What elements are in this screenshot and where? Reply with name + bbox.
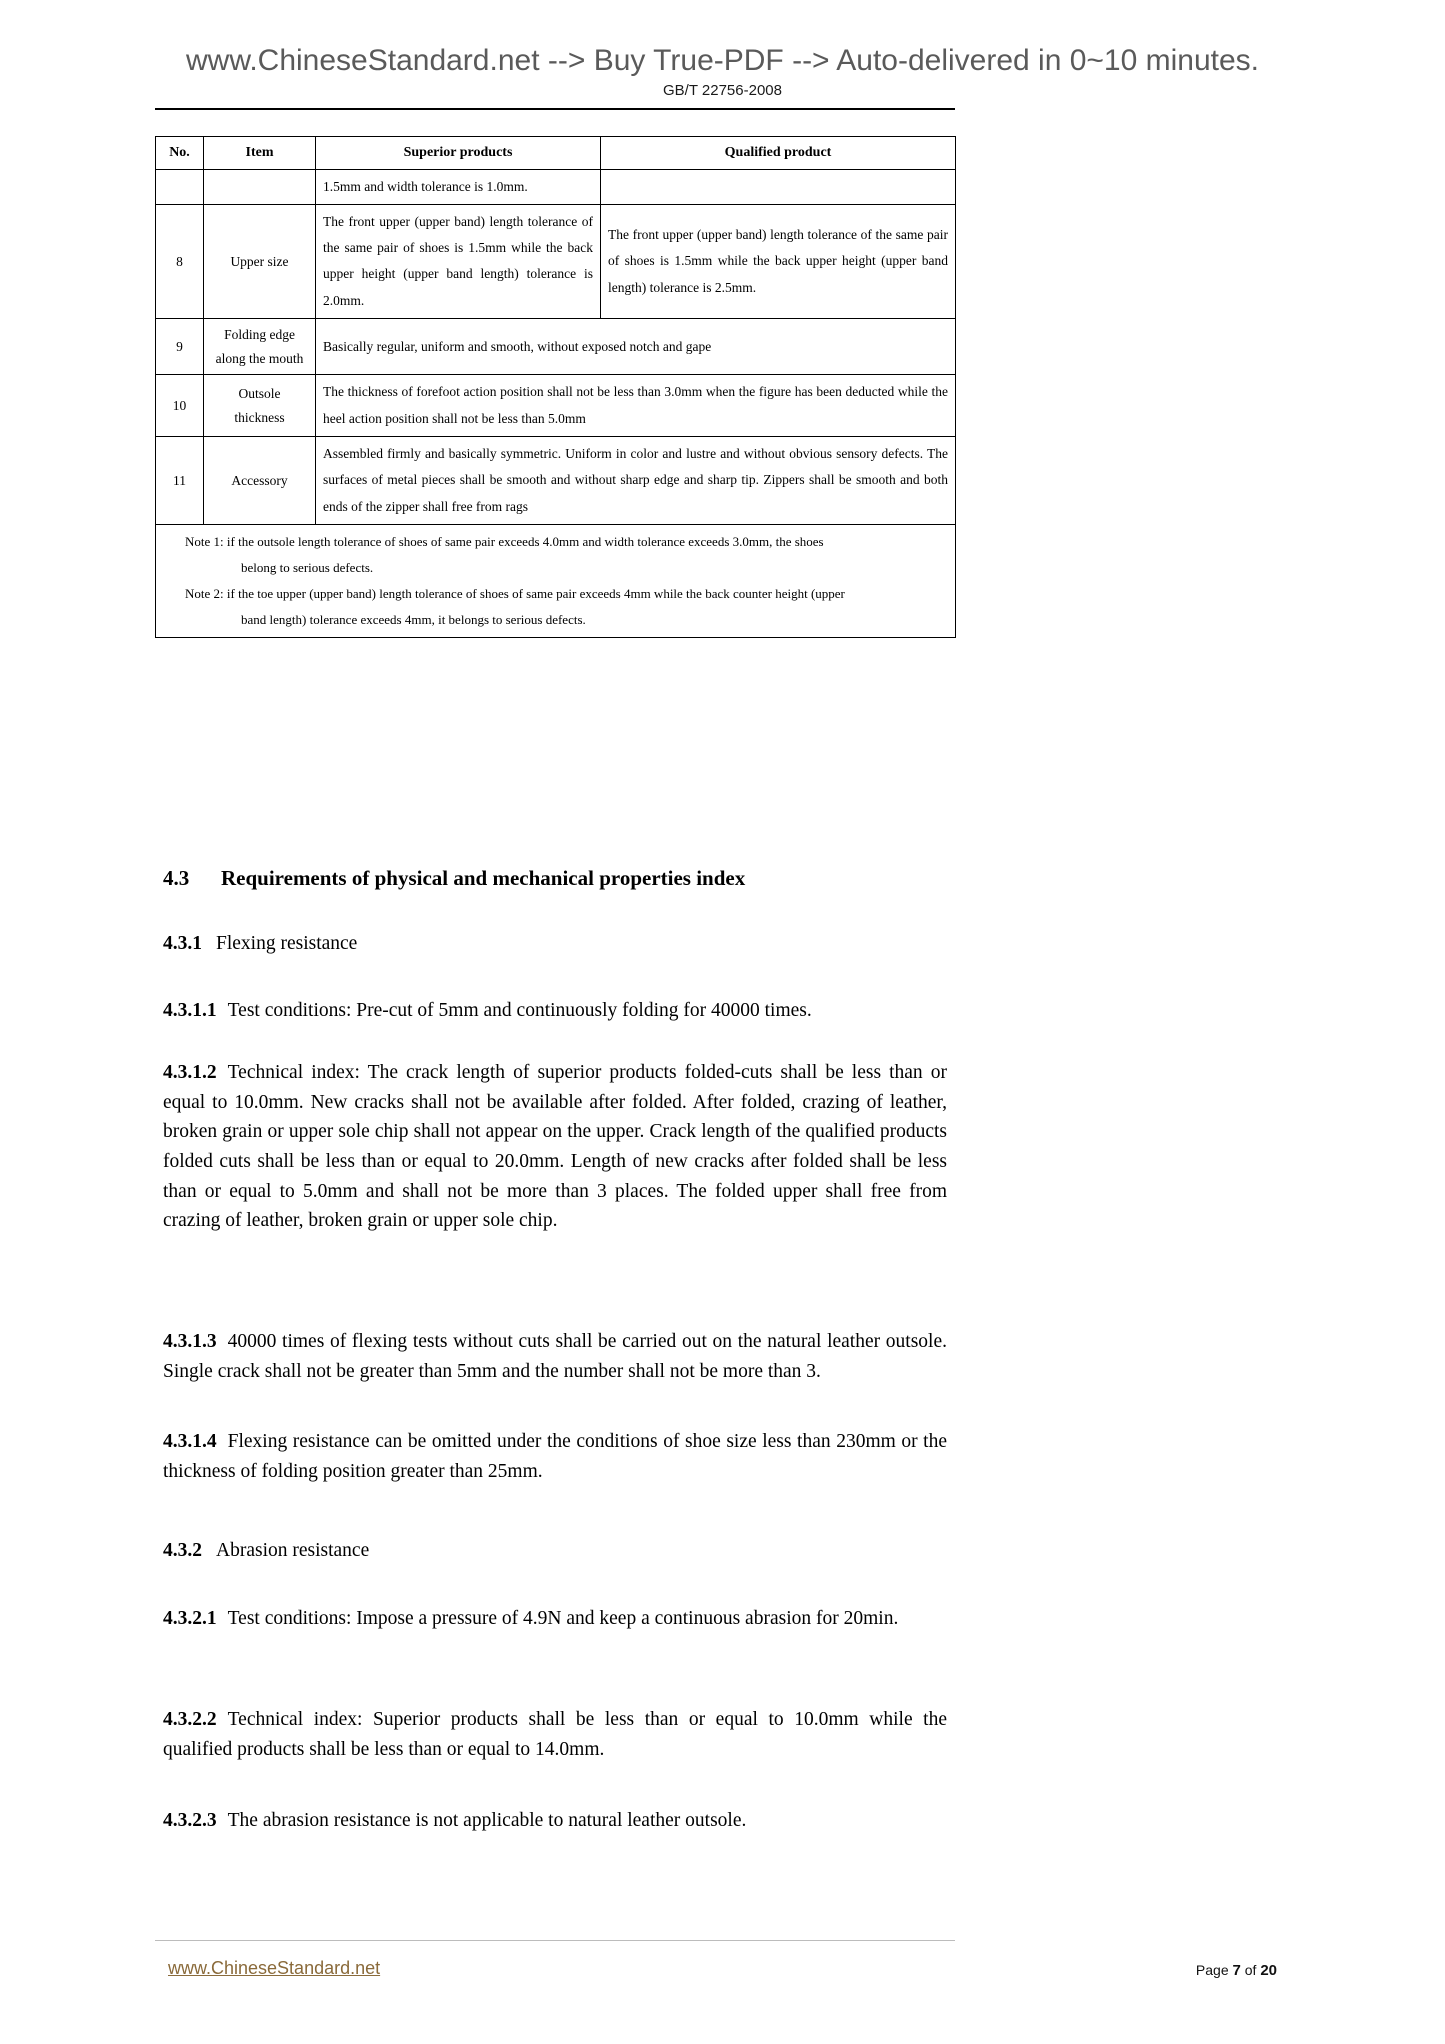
requirements-table (155, 136, 956, 638)
cell-span: Assembled firmly and basically symmetric. Uniform in color and lustre and without obvious sensory defects. The surfaces of metal pieces shall be smooth and without sharp edge and sharp tip. Zippers shall be smooth and both ends of the zipper shall free from rags (316, 436, 956, 524)
table-header-row (156, 137, 956, 170)
heading-4-3-1-title: Flexing resistance (216, 933, 358, 954)
page-label: Page (1195, 1962, 1229, 1978)
cell-no (156, 170, 204, 205)
cell-span: The thickness of forefoot action position shall not be less than 3.0mm when the figure has been deducted while the heel action position shall not be less than 5.0mm (316, 375, 956, 437)
clause-4-3-2-1 (163, 1604, 947, 1634)
table-row (156, 170, 956, 205)
note-1-text: if the outsole length tolerance of shoes of same pair exceeds 4.0mm and width tolerance exceeds 3.0mm, the shoes (226, 533, 824, 549)
clause-4-3-2-2-text: Technical index: Superior products shall be less than or equal to 10.0mm while the qualified products shall be less than or equal to 14.0mm. (163, 1709, 947, 1760)
cell-item: Upper size (204, 204, 316, 318)
heading-4-3 (163, 866, 745, 891)
standard-number: GB/T 22756-2008 (663, 82, 782, 99)
cell-item-line2: thickness (234, 409, 285, 425)
cell-item-line1: Folding edge (224, 327, 295, 343)
heading-4-3-title: Requirements of physical and mechanical properties index (221, 866, 746, 890)
clause-4-3-2-1-number: 4.3.2.1 (163, 1608, 217, 1629)
clause-4-3-1-2 (163, 1058, 947, 1236)
clause-4-3-2-2 (163, 1705, 947, 1764)
table-row (156, 436, 956, 524)
note-2-label: Note 2: (185, 585, 224, 601)
column-header-item: Item (204, 137, 316, 170)
column-header-no: No. (156, 137, 204, 170)
cell-superior: 1.5mm and width tolerance is 1.0mm. (316, 170, 601, 205)
clause-4-3-1-3-number: 4.3.1.3 (163, 1331, 217, 1352)
clause-4-3-1-2-number: 4.3.1.2 (163, 1062, 217, 1083)
clause-4-3-2-2-number: 4.3.2.2 (163, 1709, 217, 1730)
clause-4-3-2-3-text: The abrasion resistance is not applicable to natural leather outsole. (227, 1810, 747, 1831)
note-2-text: if the toe upper (upper band) length tolerance of shoes of same pair exceeds 4mm while the back counter height (upper (226, 585, 845, 601)
cell-no: 8 (156, 204, 204, 318)
cell-item-line2: along the mouth (215, 350, 304, 366)
page-number: 7 (1232, 1962, 1241, 1979)
clause-4-3-2-3-number: 4.3.2.3 (163, 1810, 217, 1831)
clause-4-3-1-1-number: 4.3.1.1 (163, 1000, 217, 1021)
note-1 (163, 529, 948, 555)
cell-item (204, 375, 316, 437)
clause-4-3-2-1-text: Test conditions: Impose a pressure of 4.9N and keep a continuous abrasion for 20min. (227, 1608, 899, 1629)
clause-4-3-1-2-text: Technical index: The crack length of superior products folded-cuts shall be less than or equal to 10.0mm. New cracks shall not be available after folded. After folded, crazing of leather, broken grain or upper sole chip shall not appear on the upper. Crack length of the qualified products folded cuts shall be less than or equal to 20.0mm. Length of new cracks after folded shall be less than or equal to 5.0mm and shall not be more than 3 places. The folded upper shall free from crazing of leather, broken grain or upper sole chip. (163, 1062, 947, 1232)
table-notes-row (156, 524, 956, 637)
clause-4-3-1-3-text: 40000 times of flexing tests without cuts shall be carried out on the natural leather outsole. Single crack shall not be greater than 5mm and the number shall not be more than 3. (163, 1331, 947, 1382)
cell-item-line1: Outsole (238, 386, 281, 402)
table-row (156, 319, 956, 375)
cell-item: Accessory (204, 436, 316, 524)
cell-no: 9 (156, 319, 204, 375)
cell-qualified (601, 170, 956, 205)
clause-4-3-1-4-text: Flexing resistance can be omitted under the conditions of shoe size less than 230mm or the thickness of folding position greater than 25mm. (163, 1431, 947, 1482)
footer-divider (155, 1940, 955, 1941)
note-2-continuation: band length) tolerance exceeds 4mm, it belongs to serious defects. (241, 611, 586, 627)
clause-4-3-2-3 (163, 1806, 947, 1836)
table-row (156, 204, 956, 318)
cell-no: 11 (156, 436, 204, 524)
heading-4-3-2 (163, 1540, 369, 1562)
heading-4-3-2-title: Abrasion resistance (216, 1540, 370, 1561)
cell-item (204, 170, 316, 205)
cell-superior: The front upper (upper band) length tolerance of the same pair of shoes is 1.5mm while the back upper height (upper band length) tolerance is 2.0mm. (316, 204, 601, 318)
table-row (156, 375, 956, 437)
clause-4-3-1-3 (163, 1327, 947, 1386)
heading-4-3-number: 4.3 (163, 866, 190, 890)
promo-watermark: www.ChineseStandard.net --> Buy True-PDF --> Auto-delivered in 0~10 minutes. (185, 44, 1260, 77)
clause-4-3-1-1 (163, 996, 947, 1026)
page-indicator (1196, 1962, 1277, 1979)
cell-qualified: The front upper (upper band) length tolerance of the same pair of shoes is 1.5mm while the back upper height (upper band length) tolerance is 2.5mm. (601, 204, 956, 318)
header-divider (155, 108, 955, 110)
page-total: 20 (1260, 1962, 1277, 1979)
heading-4-3-2-number: 4.3.2 (163, 1540, 202, 1561)
page-of-label: of (1244, 1962, 1257, 1978)
clause-4-3-1-4-number: 4.3.1.4 (163, 1431, 217, 1452)
note-1-label: Note 1: (185, 533, 224, 549)
note-2 (163, 581, 948, 607)
cell-no: 10 (156, 375, 204, 437)
cell-item (204, 319, 316, 375)
column-header-superior: Superior products (316, 137, 601, 170)
table-notes (156, 524, 956, 637)
clause-4-3-1-4 (163, 1427, 947, 1486)
heading-4-3-1 (163, 933, 357, 955)
note-1-continuation: belong to serious defects. (241, 559, 374, 575)
footer-site-link[interactable]: www.ChineseStandard.net (168, 1958, 381, 1978)
clause-4-3-1-1-text: Test conditions: Pre-cut of 5mm and continuously folding for 40000 times. (227, 1000, 812, 1021)
cell-span: Basically regular, uniform and smooth, without exposed notch and gape (316, 319, 956, 375)
heading-4-3-1-number: 4.3.1 (163, 933, 202, 954)
column-header-qualified: Qualified product (601, 137, 956, 170)
